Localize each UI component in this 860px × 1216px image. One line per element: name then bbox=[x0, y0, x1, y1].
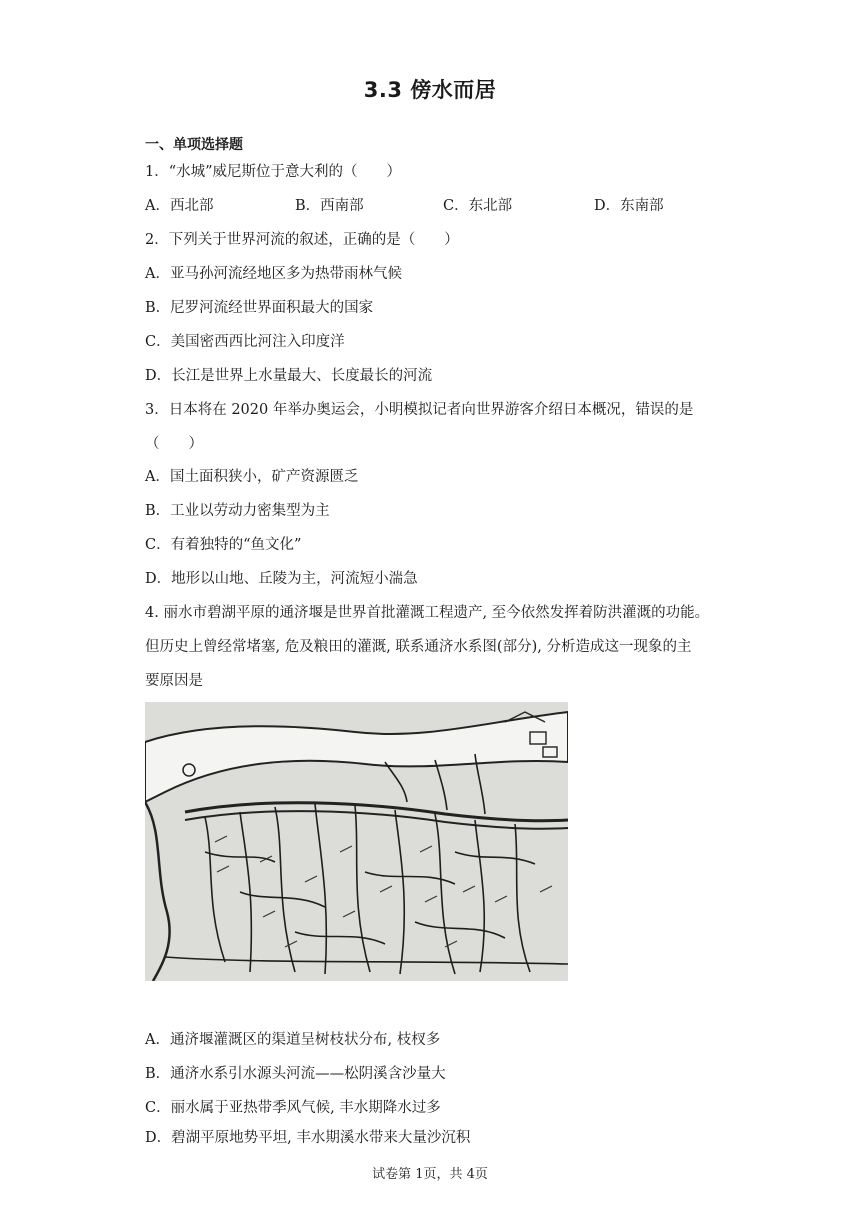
q1-option-b: B．西南部 bbox=[295, 198, 364, 214]
q4-option-c: C．丽水属于亚热带季风气候, 丰水期降水过多 bbox=[145, 1100, 441, 1116]
question-4-stem-cont-2: 要原因是 bbox=[145, 673, 203, 689]
q2-option-d: D．长江是世界上水量最大、长度最长的河流 bbox=[145, 368, 433, 384]
q3-option-b: B．工业以劳动力密集型为主 bbox=[145, 503, 330, 519]
q2-option-b: B．尼罗河流经世界面积最大的国家 bbox=[145, 300, 374, 316]
tongji-water-system-map bbox=[145, 702, 568, 981]
q1-option-c: C．东北部 bbox=[443, 198, 513, 214]
q1-option-d: D．东南部 bbox=[594, 198, 664, 214]
section-heading: 一、单项选择题 bbox=[145, 137, 243, 153]
q3-option-d: D．地形以山地、丘陵为主，河流短小湍急 bbox=[145, 571, 418, 587]
q2-option-c: C．美国密西西比河注入印度洋 bbox=[145, 334, 345, 350]
q1-option-a: A．西北部 bbox=[145, 198, 214, 214]
q2-option-a: A．亚马孙河流经地区多为热带雨林气候 bbox=[145, 266, 402, 282]
question-1-stem: 1．“水城”威尼斯位于意大利的（ ） bbox=[145, 164, 402, 180]
question-4-stem-cont: 但历史上曾经常堵塞, 危及粮田的灌溉, 联系通济水系图(部分), 分析造成这一现象的主 bbox=[145, 639, 692, 655]
question-3-stem: 3．日本将在 2020 年举办奥运会，小明模拟记者向世界游客介绍日本概况，错误的是 bbox=[145, 402, 694, 418]
page-title: 3.3 傍水而居 bbox=[363, 78, 497, 102]
question-3-stem-cont: （ ） bbox=[145, 436, 203, 452]
page-footer: 试卷第 1页，共 4页 bbox=[372, 1167, 488, 1182]
q4-option-a: A．通济堰灌溉区的渠道呈树枝状分布, 枝杈多 bbox=[145, 1032, 441, 1048]
q3-option-a: A．国土面积狭小，矿产资源匮乏 bbox=[145, 469, 359, 485]
q4-option-d: D．碧湖平原地势平坦, 丰水期溪水带来大量沙沉积 bbox=[145, 1130, 471, 1146]
q4-option-b: B．通济水系引水源头河流——松阴溪含沙量大 bbox=[145, 1066, 446, 1082]
question-2-stem: 2．下列关于世界河流的叙述，正确的是（ ） bbox=[145, 232, 459, 248]
question-4-stem: 4. 丽水市碧湖平原的通济堰是世界首批灌溉工程遗产, 至今依然发挥着防洪灌溉的功能。 bbox=[145, 605, 710, 621]
q3-option-c: C．有着独特的“鱼文化” bbox=[145, 537, 302, 553]
